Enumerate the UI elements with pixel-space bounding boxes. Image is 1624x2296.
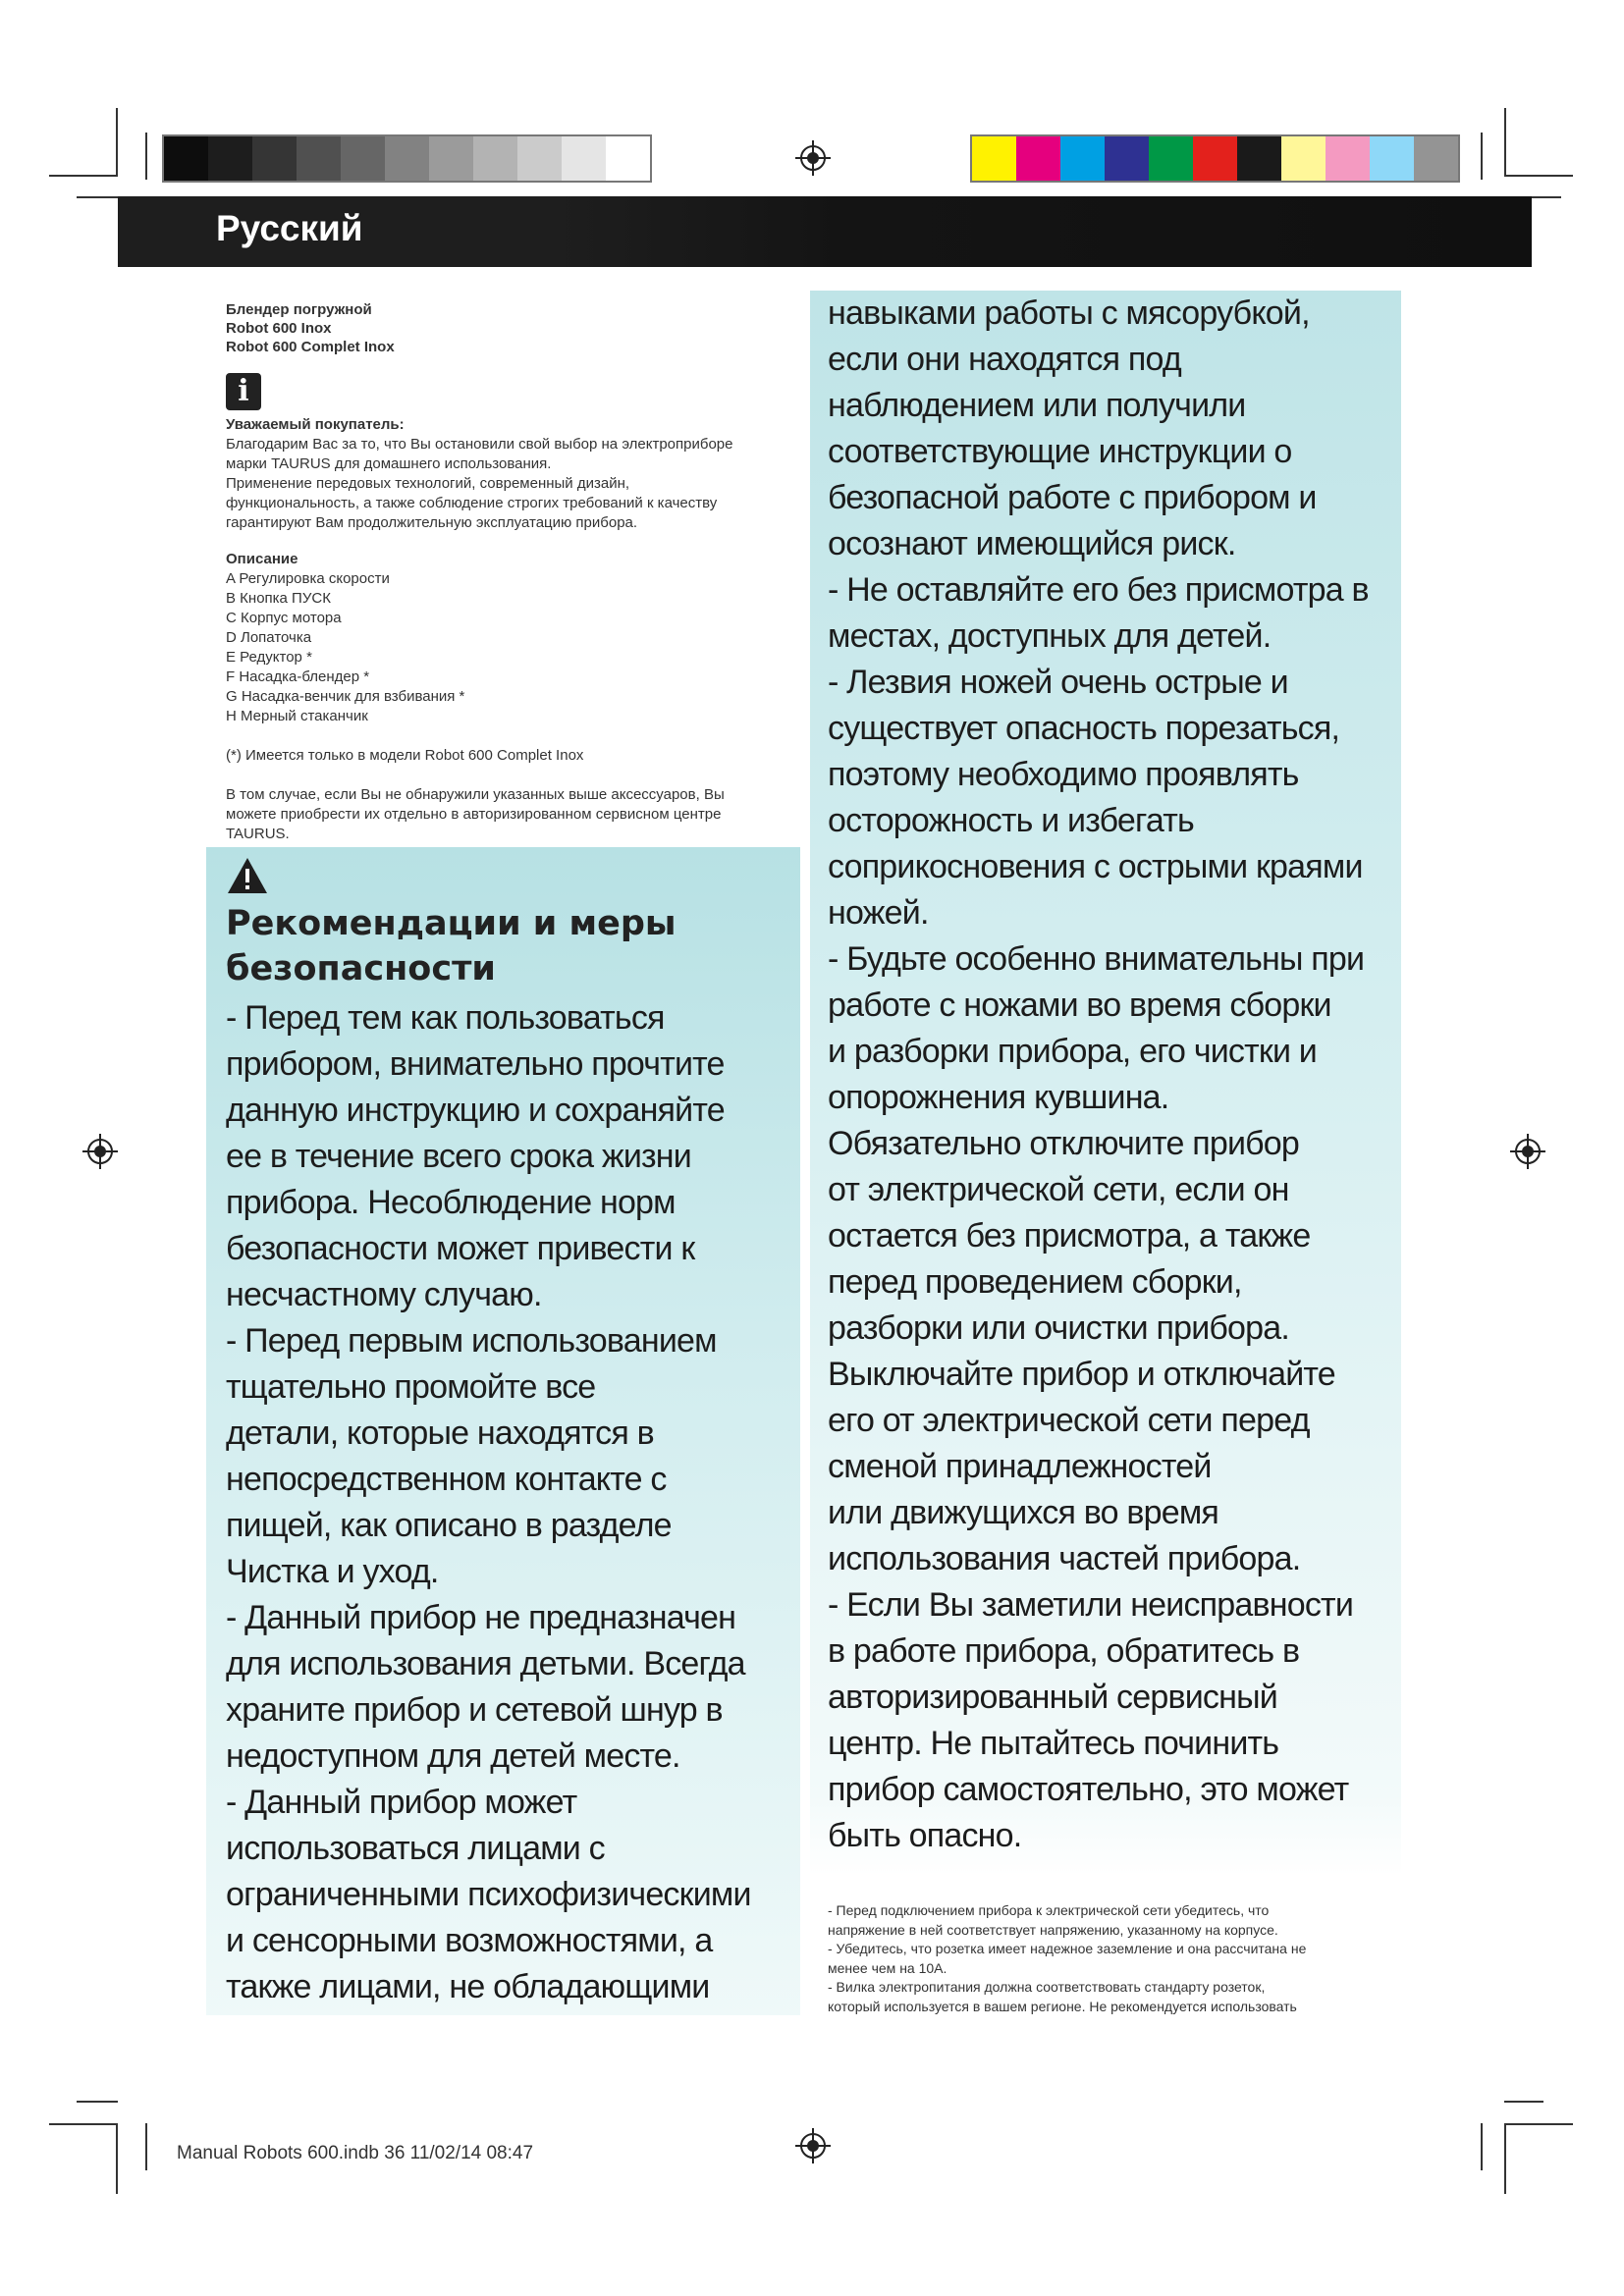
safety-line: Обязательно отключите прибор — [828, 1125, 1300, 1162]
safety-line: детали, которые находятся в — [226, 1415, 654, 1452]
safety-title-line: безопасности — [226, 949, 496, 988]
color-swatch — [606, 136, 650, 181]
safety-line: безопасной работе с прибором и — [828, 479, 1317, 516]
crop-mark — [1504, 175, 1573, 177]
safety-line: наблюдением или получили — [828, 387, 1246, 424]
electrical-note-line: менее чем на 10А. — [828, 1959, 947, 1976]
safety-line: существует опасность порезаться, — [828, 710, 1340, 747]
description-item: F Насадка-блендер * — [226, 668, 370, 685]
registration-mark-icon — [795, 2128, 831, 2163]
intro-line: Применение передовых технологий, современный дизайн, — [226, 475, 630, 492]
safety-line: - Данный прибор не предназначен — [226, 1599, 736, 1636]
warning-icon — [226, 856, 269, 895]
safety-line: авторизированный сервисный — [828, 1679, 1277, 1716]
safety-line: его от электрической сети перед — [828, 1402, 1310, 1439]
safety-line: также лицами, не обладающими — [226, 1968, 710, 2005]
safety-line: или движущихся во время — [828, 1494, 1219, 1531]
crop-mark — [1504, 2101, 1543, 2103]
color-swatch — [517, 136, 562, 181]
registration-mark-icon — [1510, 1134, 1545, 1169]
crop-mark — [116, 108, 118, 177]
safety-line: перед проведением сборки, — [828, 1263, 1242, 1301]
color-swatch — [1326, 136, 1370, 181]
safety-title — [226, 901, 677, 991]
safety-text-left — [226, 995, 815, 2010]
crop-mark — [77, 2101, 118, 2103]
grayscale-bar — [162, 134, 652, 183]
safety-line: быть опасно. — [828, 1817, 1022, 1854]
accessories-line: можете приобрести их отдельно в авторизированном сервисном центре — [226, 806, 722, 823]
product-line: Блендер погружной — [226, 301, 372, 318]
safety-line: поэтому необходимо проявлять — [828, 756, 1299, 793]
safety-line: - Лезвия ножей очень острые и — [828, 664, 1288, 701]
color-swatch — [164, 136, 208, 181]
safety-line: разборки или очистки прибора. — [828, 1309, 1290, 1347]
model-note: (*) Имеется только в модели Robot 600 Complet Inox — [226, 747, 584, 764]
description-item: H Мерный стаканчик — [226, 708, 368, 724]
color-swatch — [1149, 136, 1193, 181]
color-swatch — [1370, 136, 1414, 181]
safety-line: непосредственном контакте с — [226, 1461, 667, 1498]
description-heading: Описание — [226, 551, 298, 567]
safety-line: и разборки прибора, его чистки и — [828, 1033, 1317, 1070]
accessories-text — [226, 785, 790, 844]
color-swatch — [1414, 136, 1458, 181]
safety-text-right — [828, 291, 1417, 1859]
color-swatch — [297, 136, 341, 181]
color-swatch — [1193, 136, 1237, 181]
safety-line: остается без присмотра, а также — [828, 1217, 1311, 1255]
safety-line: местах, доступных для детей. — [828, 617, 1272, 655]
product-line: Robot 600 Complet Inox — [226, 339, 395, 355]
color-swatch — [1060, 136, 1105, 181]
crop-mark — [1504, 108, 1506, 177]
crop-mark — [1504, 2123, 1573, 2125]
intro-text — [226, 435, 790, 533]
color-swatch — [429, 136, 473, 181]
description-item: C Корпус мотора — [226, 610, 342, 626]
safety-line: центр. Не пытайтесь починить — [828, 1725, 1279, 1762]
crop-mark — [1481, 2123, 1483, 2170]
safety-line: использования частей прибора. — [828, 1540, 1301, 1577]
info-icon: i — [226, 373, 261, 410]
safety-line: ее в течение всего срока жизни — [226, 1138, 691, 1175]
safety-line: осознают имеющийся риск. — [828, 525, 1236, 562]
color-swatch — [1016, 136, 1060, 181]
description-item: D Лопаточка — [226, 629, 312, 646]
safety-line: храните прибор и сетевой шнур в — [226, 1691, 723, 1729]
page-title: Русский — [216, 208, 363, 248]
safety-line: - Данный прибор может — [226, 1784, 577, 1821]
safety-line: опорожнения кувшина. — [828, 1079, 1169, 1116]
electrical-note-line: напряжение в ней соответствует напряжению, указанному на корпусе. — [828, 1921, 1278, 1938]
description-block — [226, 550, 790, 844]
safety-line: в работе прибора, обратитесь в — [828, 1632, 1300, 1670]
crop-mark — [145, 133, 147, 180]
file-info: Manual Robots 600.indb 36 11/02/14 08:47 — [177, 2143, 534, 2163]
crop-mark — [116, 2125, 118, 2194]
crop-mark — [49, 175, 118, 177]
safety-line: прибором, внимательно прочтите — [226, 1045, 725, 1083]
safety-line: - Будьте особенно внимательны при — [828, 940, 1365, 978]
intro-heading: Уважаемый покупатель: — [226, 416, 405, 433]
language-header — [118, 196, 1524, 267]
safety-line: - Если Вы заметили неисправности — [828, 1586, 1354, 1624]
intro-line: гарантируют Вам продолжительную эксплуатацию прибора. — [226, 514, 638, 531]
intro-line: функциональность, а также соблюдение строгих требований к качеству — [226, 495, 718, 511]
color-swatch — [562, 136, 606, 181]
crop-mark — [1504, 2125, 1506, 2194]
safety-line: несчастному случаю. — [226, 1276, 542, 1313]
color-swatch — [341, 136, 385, 181]
crop-mark — [77, 196, 118, 198]
header-gradient — [550, 196, 1532, 267]
safety-line: данную инструкцию и сохраняйте — [226, 1092, 725, 1129]
registration-mark-icon — [82, 1134, 118, 1169]
electrical-notes — [828, 1901, 1417, 2016]
safety-line: - Перед тем как пользоваться — [226, 999, 665, 1037]
color-swatch — [473, 136, 517, 181]
description-item: A Регулировка скорости — [226, 570, 390, 587]
safety-line: ограниченными психофизическими — [226, 1876, 751, 1913]
safety-line: безопасности может привести к — [226, 1230, 695, 1267]
registration-mark-icon — [795, 140, 831, 176]
safety-line: соответствующие инструкции о — [828, 433, 1292, 470]
safety-line: соприкосновения с острыми краями — [828, 848, 1363, 885]
safety-line: Чистка и уход. — [226, 1553, 439, 1590]
safety-line: прибора. Несоблюдение норм — [226, 1184, 676, 1221]
safety-line: - Не оставляйте его без присмотра в — [828, 571, 1369, 609]
safety-line: работе с ножами во время сборки — [828, 987, 1331, 1024]
electrical-note-line: - Убедитесь, что розетка имеет надежное заземление и она рассчитана не — [828, 1941, 1307, 1956]
safety-title-line: Рекомендации и меры — [226, 904, 677, 943]
color-swatch — [1237, 136, 1281, 181]
accessories-line: TAURUS. — [226, 826, 290, 842]
accessories-line: В том случае, если Вы не обнаружили указанных выше аксессуаров, Вы — [226, 786, 725, 803]
safety-line: тщательно промойте все — [226, 1368, 596, 1406]
safety-line: сменой принадлежностей — [828, 1448, 1212, 1485]
electrical-note-line: - Перед подключением прибора к электрической сети убедитесь, что — [828, 1902, 1270, 1918]
description-item: G Насадка-венчик для взбивания * — [226, 688, 465, 705]
safety-line: прибор самостоятельно, это может — [828, 1771, 1349, 1808]
crop-mark — [1481, 133, 1483, 180]
color-swatch — [252, 136, 297, 181]
safety-line: ножей. — [828, 894, 929, 932]
safety-line: - Перед первым использованием — [226, 1322, 717, 1360]
color-swatch — [1105, 136, 1149, 181]
safety-line: осторожность и избегать — [828, 802, 1194, 839]
intro-block — [226, 415, 790, 533]
safety-line: пищей, как описано в разделе — [226, 1507, 672, 1544]
safety-line: использоваться лицами с — [226, 1830, 605, 1867]
description-list — [226, 569, 790, 726]
color-bar — [970, 134, 1460, 183]
color-swatch — [1281, 136, 1326, 181]
electrical-note-line: - Вилка электропитания должна соответствовать стандарту розеток, — [828, 1979, 1266, 1995]
safety-line: и сенсорными возможностями, а — [226, 1922, 713, 1959]
electrical-note-line: который используется в вашем регионе. Не рекомендуется использовать — [828, 1998, 1297, 2014]
color-swatch — [385, 136, 429, 181]
description-item: B Кнопка ПУСК — [226, 590, 331, 607]
safety-line: навыками работы с мясорубкой, — [828, 294, 1310, 332]
product-line: Robot 600 Inox — [226, 320, 332, 337]
safety-line: Выключайте прибор и отключайте — [828, 1356, 1335, 1393]
crop-mark — [145, 2123, 147, 2170]
safety-line: для использования детьми. Всегда — [226, 1645, 745, 1682]
safety-line: от электрической сети, если он — [828, 1171, 1289, 1208]
safety-line: недоступном для детей месте. — [226, 1737, 680, 1775]
crop-mark — [49, 2123, 118, 2125]
intro-line: Благодарим Вас за то, что Вы остановили свой выбор на электроприборе — [226, 436, 733, 453]
intro-line: марки TAURUS для домашнего использования. — [226, 455, 552, 472]
description-item: E Редуктор * — [226, 649, 312, 666]
product-block — [226, 300, 790, 356]
color-swatch — [208, 136, 252, 181]
color-swatch — [972, 136, 1016, 181]
safety-line: если они находятся под — [828, 341, 1181, 378]
